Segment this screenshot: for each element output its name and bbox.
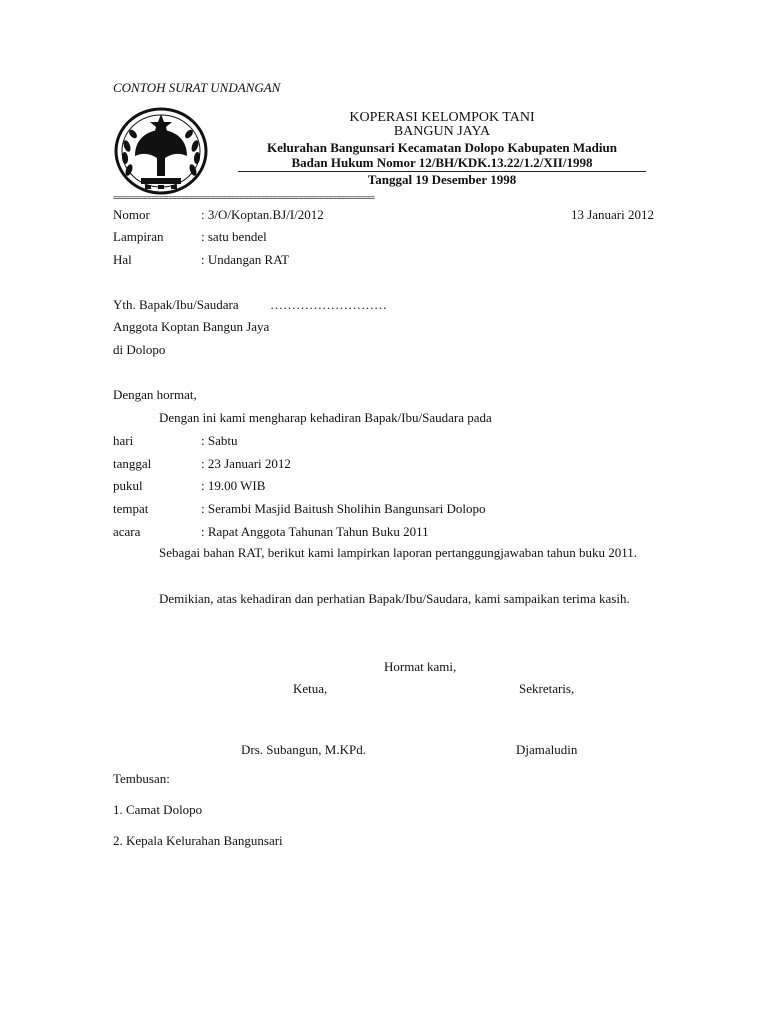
- document-label: CONTOH SURAT UNDANGAN: [113, 80, 281, 95]
- detail-label-hari: hari: [113, 433, 134, 448]
- lampiran-value: : satu bendel: [201, 229, 267, 244]
- org-name-line2: BANGUN JAYA: [393, 124, 491, 139]
- secretary-title: Sekretaris,: [519, 681, 575, 696]
- recipient-line3: di Dolopo: [113, 342, 166, 357]
- detail-value-tempat: : Serambi Masjid Baitush Sholihin Bangunsari Dolopo: [201, 501, 486, 516]
- intro-text: Dengan ini kami mengharap kehadiran Bapak/Ibu/Saudara pada: [159, 410, 492, 425]
- chairman-name: Drs. Subangun, M.KPd.: [241, 742, 366, 757]
- recipient-dots: ………………………: [270, 297, 387, 312]
- legal-entity-number: Badan Hukum Nomor 12/BH/KDK.13.22/1.2/XII/1998: [291, 155, 593, 170]
- detail-value-pukul: : 19.00 WIB: [201, 478, 266, 493]
- closing-salutation: Hormat kami,: [384, 659, 457, 674]
- cooperative-emblem-logo: [113, 106, 210, 196]
- greeting: Dengan hormat,: [113, 387, 197, 402]
- legal-entity-date: Tanggal 19 Desember 1998: [367, 172, 517, 187]
- letter-date: 13 Januari 2012: [570, 207, 654, 222]
- letterhead-separator: ==============================================================: [113, 194, 375, 202]
- secretary-name: Djamaludin: [516, 742, 578, 757]
- copy-item: 1. Camat Dolopo: [113, 802, 203, 817]
- copies-heading: Tembusan:: [113, 771, 170, 786]
- paragraph-closing: Demikian, atas kehadiran dan perhatian Bapak/Ibu/Saudara, kami sampaikan terima kasih.: [159, 591, 630, 606]
- detail-label-tanggal: tanggal: [113, 456, 152, 471]
- nomor-label: Nomor: [113, 207, 150, 222]
- org-address: Kelurahan Bangunsari Kecamatan Dolopo Kabupaten Madiun: [267, 140, 617, 155]
- paragraph-report: Sebagai bahan RAT, berikut kami lampirkan laporan pertanggungjawaban tahun buku 2011.: [159, 545, 637, 560]
- hal-value: : Undangan RAT: [201, 252, 290, 267]
- copy-item: 2. Kepala Kelurahan Bangunsari: [113, 833, 283, 848]
- detail-value-acara: : Rapat Anggota Tahunan Tahun Buku 2011: [201, 524, 429, 539]
- detail-value-hari: : Sabtu: [201, 433, 238, 448]
- lampiran-label: Lampiran: [113, 229, 164, 244]
- detail-value-tanggal: : 23 Januari 2012: [201, 456, 291, 471]
- chairman-title: Ketua,: [293, 681, 328, 696]
- org-name: KOPERASI KELOMPOK TANI: [349, 110, 535, 125]
- recipient-line1: Yth. Bapak/Ibu/Saudara: [113, 297, 239, 312]
- nomor-value: : 3/O/Koptan.BJ/I/2012: [201, 207, 324, 222]
- detail-label-pukul: pukul: [113, 478, 143, 493]
- detail-label-tempat: tempat: [113, 501, 149, 516]
- recipient-line2: Anggota Koptan Bangun Jaya: [113, 319, 270, 334]
- hal-label: Hal: [113, 252, 132, 267]
- detail-label-acara: acara: [113, 524, 141, 539]
